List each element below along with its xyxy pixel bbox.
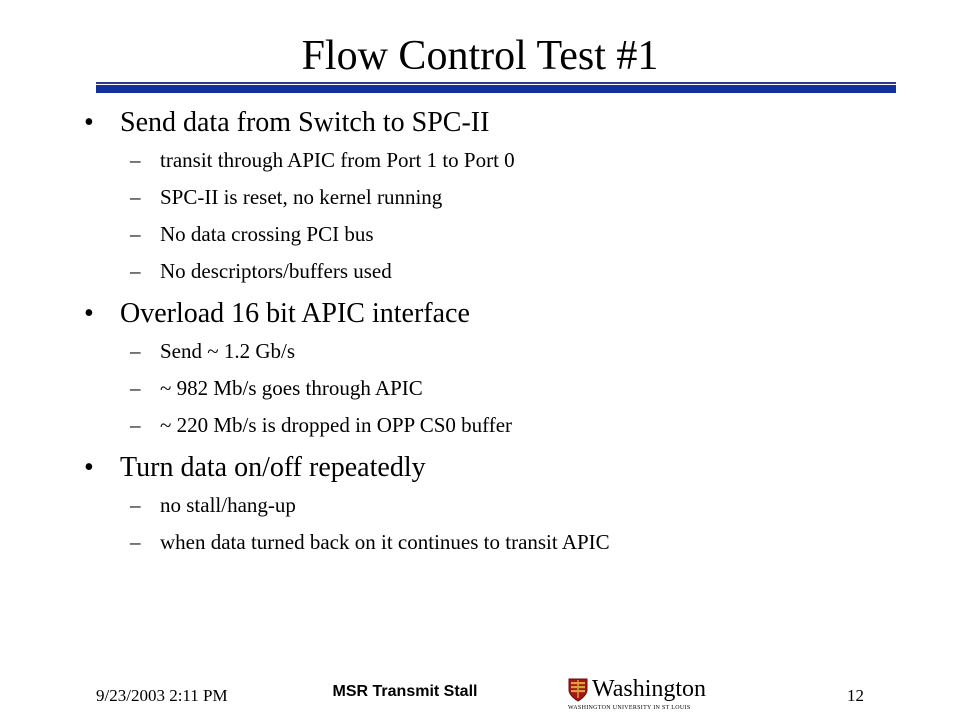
dash-glyph: – <box>130 339 141 363</box>
bullet-item <box>84 297 924 331</box>
bullet-glyph: • <box>84 452 94 483</box>
bullet-text: Turn data on/off repeatedly <box>120 452 426 483</box>
dash-glyph: – <box>130 493 141 517</box>
bullet-text: Send data from Switch to SPC-II <box>120 107 490 138</box>
bullet-item <box>84 451 924 485</box>
slide-title: Flow Control Test #1 <box>301 33 659 79</box>
dash-glyph: – <box>130 259 141 283</box>
slide-content <box>84 106 924 568</box>
sub-text: no stall/hang-up <box>160 493 296 517</box>
footer-title: MSR Transmit Stall <box>332 683 478 700</box>
sub-text: ~ 220 Mb/s is dropped in OPP CS0 buffer <box>160 413 513 437</box>
footer-date: 9/23/2003 2:11 PM <box>96 686 228 705</box>
sub-text: SPC-II is reset, no kernel running <box>160 185 443 209</box>
bullet-group-1 <box>84 106 924 283</box>
sub-text: No data crossing PCI bus <box>160 222 374 246</box>
logo-wordmark: Washington <box>592 676 707 702</box>
shield-icon <box>568 678 588 702</box>
bullet-glyph: • <box>84 298 94 329</box>
title-rule-thick <box>96 85 896 93</box>
dash-glyph: – <box>130 148 141 172</box>
sub-item <box>84 222 924 246</box>
dash-glyph: – <box>130 222 141 246</box>
sub-item <box>84 530 924 554</box>
page-number: 12 <box>847 686 864 705</box>
bullet-glyph: • <box>84 107 94 138</box>
bullet-text: Overload 16 bit APIC interface <box>120 298 470 329</box>
sub-text: ~ 982 Mb/s goes through APIC <box>160 376 423 400</box>
sub-text: when data turned back on it continues to transit APIC <box>160 530 610 554</box>
logo-subtitle: WASHINGTON UNIVERSITY IN ST LOUIS <box>568 705 691 711</box>
sub-item <box>84 339 924 363</box>
dash-glyph: – <box>130 376 141 400</box>
sub-item <box>84 185 924 209</box>
bullet-group-2 <box>84 297 924 437</box>
sub-item <box>84 259 924 283</box>
sub-item <box>84 493 924 517</box>
dash-glyph: – <box>130 413 141 437</box>
sub-item <box>84 413 924 437</box>
dash-glyph: – <box>130 185 141 209</box>
bullet-group-3 <box>84 451 924 554</box>
sub-text: No descriptors/buffers used <box>160 259 392 283</box>
dash-glyph: – <box>130 530 141 554</box>
title-rule-thin <box>96 82 896 84</box>
bullet-item <box>84 106 924 140</box>
sub-text: Send ~ 1.2 Gb/s <box>160 339 296 363</box>
university-logo <box>568 676 728 712</box>
sub-text: transit through APIC from Port 1 to Port 0 <box>160 148 515 172</box>
sub-item <box>84 148 924 172</box>
sub-item <box>84 376 924 400</box>
